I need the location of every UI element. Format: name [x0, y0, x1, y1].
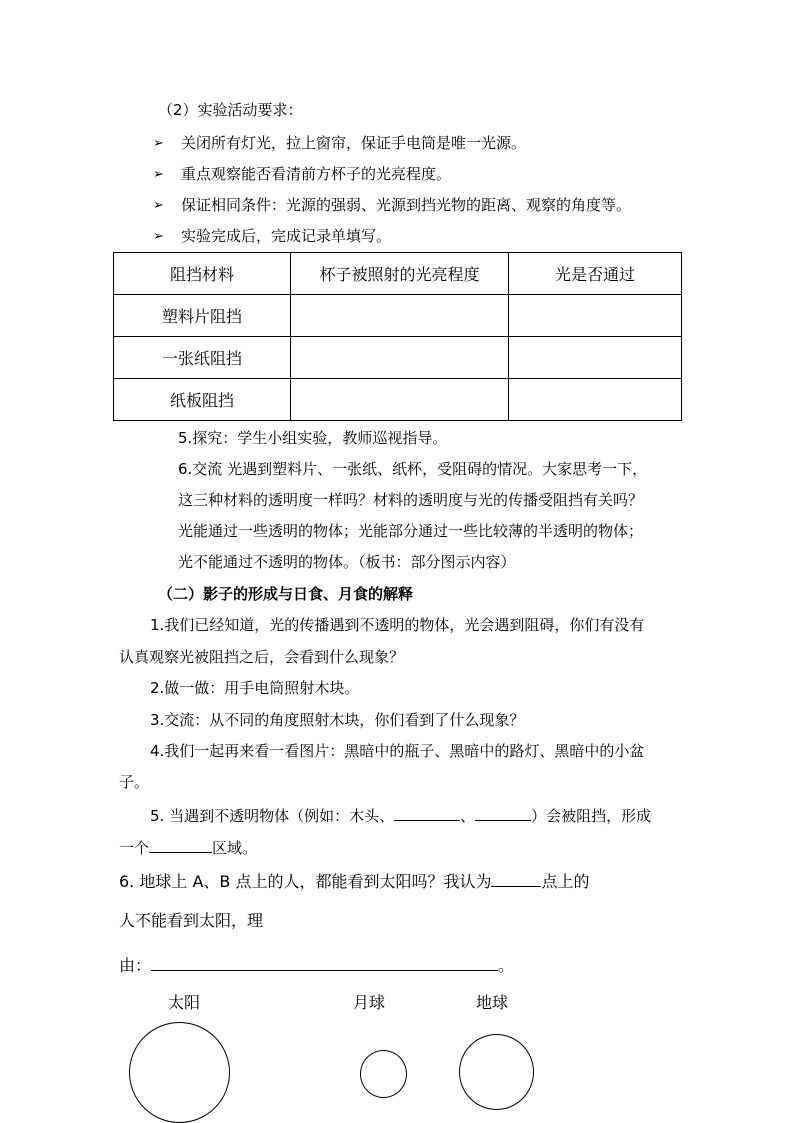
moon-label: 月球: [353, 993, 386, 1012]
bullet-icon: ➢: [153, 229, 164, 244]
table-cell: 纸板阻挡: [114, 379, 291, 421]
table-cell: [291, 337, 509, 379]
paragraph-6: [119, 869, 589, 892]
paragraph-6-text: 由：: [119, 956, 152, 975]
paragraph-5-text: ）会被阻挡，形成: [531, 807, 652, 825]
table-row: [114, 379, 682, 421]
list-item-text: 实验完成后，完成记录单填写。: [181, 227, 392, 245]
paragraph-1: 1.我们已经知道，光的传播遇到不透明的物体，光会遇到阻碍，你们有没有: [150, 616, 645, 634]
paragraph-6-text: 点上的: [541, 872, 590, 891]
table-row: [114, 295, 682, 337]
step-5: 5.探究：学生小组实验，教师巡视指导。: [178, 429, 448, 447]
paragraph-6-text: 。: [498, 956, 515, 975]
paragraph-2: 2.做一做：用手电筒照射木块。: [150, 679, 360, 697]
paragraph-4: 4.我们一起再来看一看图片：黑暗中的瓶子、黑暗中的路灯、黑暗中的小盆: [150, 742, 645, 760]
earth-circle: [459, 1034, 534, 1110]
table-cell: 塑料片阻挡: [114, 295, 291, 337]
reason-line: [119, 953, 514, 976]
list-item-text: 关闭所有灯光，拉上窗帘，保证手电筒是唯一光源。: [181, 134, 527, 152]
table-cell: [291, 295, 509, 337]
fill-blank[interactable]: [151, 953, 498, 971]
step-6-line: 光不能通过不透明的物体。（板书：部分图示内容）: [178, 553, 516, 571]
table-cell: 一张纸阻挡: [114, 337, 291, 379]
table-header-cell: 阻挡材料: [114, 253, 291, 295]
step-6-line: 光能通过一些透明的物体；光能部分通过一些比较薄的半透明的物体；: [178, 522, 644, 540]
paragraph-3: 3.交流：从不同的角度照射木块，你们看到了什么现象？: [150, 711, 525, 729]
bullet-icon: ➢: [153, 198, 164, 213]
fill-blank[interactable]: [149, 835, 212, 853]
table-header-row: [114, 253, 682, 295]
fill-blank[interactable]: [475, 803, 531, 821]
paragraph-5-cont: [119, 835, 257, 858]
paragraph-5-separator: 、: [460, 807, 476, 825]
fill-blank[interactable]: [394, 803, 460, 821]
paragraph-6-text: 6. 地球上 A、B 点上的人，都能看到太阳吗？我认为: [119, 872, 492, 891]
section-title: （二）影子的形成与日食、月食的解释: [158, 585, 414, 603]
table-cell: [509, 379, 682, 421]
paragraph-5: [150, 803, 651, 826]
bullet-icon: ➢: [153, 136, 164, 151]
paragraph-5-text: 一个: [119, 839, 150, 857]
table-cell: [509, 337, 682, 379]
sun-label: 太阳: [168, 993, 201, 1012]
table-cell: [291, 379, 509, 421]
step-6-line: 这三种材料的透明度一样吗？材料的透明度与光的传播受阻挡有关吗？: [178, 491, 644, 509]
table-header-cell: 杯子被照射的光亮程度: [291, 253, 509, 295]
paragraph-6-cont: 人不能看到太阳，理: [119, 911, 264, 930]
moon-circle: [360, 1050, 407, 1098]
record-table: [113, 252, 682, 421]
paragraph-4-cont: 子。: [119, 773, 150, 791]
sun-circle: [129, 1022, 230, 1123]
table-cell: [509, 295, 682, 337]
paragraph-1-cont: 认真观察光被阻挡之后，会看到什么现象？: [119, 648, 405, 666]
table-row: [114, 337, 682, 379]
fill-blank[interactable]: [491, 869, 541, 887]
list-item-text: 重点观察能否看清前方杯子的光亮程度。: [181, 165, 452, 183]
table-header-cell: 光是否通过: [509, 253, 682, 295]
paragraph-5-text: 5. 当遇到不透明物体（例如：木头、: [150, 807, 395, 825]
step-6-line: 6.交流 光遇到塑料片、一张纸、纸杯，受阻碍的情况。大家思考一下，: [178, 460, 648, 478]
earth-label: 地球: [476, 993, 509, 1012]
list-item-text: 保证相同条件：光源的强弱、光源到挡光物的距离、观察的角度等。: [181, 196, 632, 214]
requirements-heading: （2）实验活动要求：: [158, 101, 303, 119]
bullet-icon: ➢: [153, 167, 164, 182]
paragraph-5-text: 区域。: [212, 839, 258, 857]
